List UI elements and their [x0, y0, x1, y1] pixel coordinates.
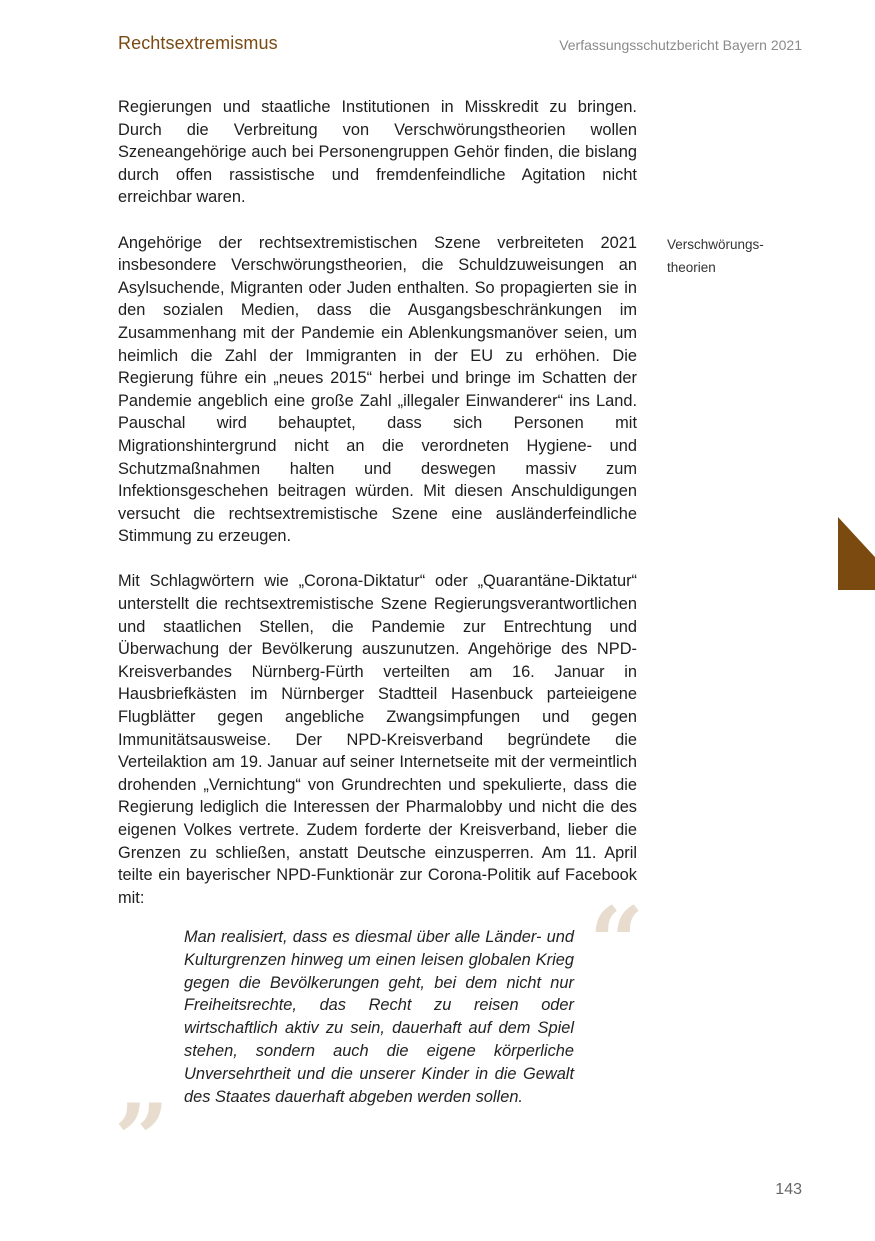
- paragraph-gap: [118, 209, 637, 232]
- page-number: 143: [775, 1181, 802, 1198]
- report-title: Verfassungsschutzbericht Bayern 2021: [559, 37, 802, 53]
- margin-note-line: theorien: [667, 260, 716, 275]
- paragraph-gap: [118, 548, 637, 571]
- paragraph-3: Mit Schlagwörtern wie „Corona-Diktatur“ oder „Quarantäne-Diktatur“ unterstellt die rechtsextremistische Szene Regierungsverantwortlichen und staatlichen Stellen, die Pandemie zur Entrechtung und Überwachung der Bevölkerung auszunutzen. Angehörige des NPD-Kreisverbandes Nürnberg-Fürth verteilten am 16. Januar in Hausbriefkästen im Nürnberger Stadtteil Hasenbuck parteieigene Flugblätter gegen angebliche Zwangsimpfungen und gegen Immunitätsausweise. Der NPD-Kreisverband begründete die Verteilaktion am 19. Januar auf seiner Internetseite mit der vermeintlich drohenden „Vernichtung“ von Grundrechten und spekulierte, dass die Regierung lediglich die Interessen der Pharmalobby und nicht die des eigenen Volkes vertrete. Zudem forderte der Kreisverband, lieber die Grenzen zu schließen, anstatt Deutsche einzusperren. Am 11. April teilte ein bayerischer NPD-Funktionär zur Corona-Politik auf Facebook mit:: [118, 572, 637, 907]
- quote-text: Man realisiert, dass es diesmal über alle Länder- und Kulturgrenzen hinweg um einen leisen globalen Krieg gegen die Bevölkerungen geht, bei dem nicht nur Freiheitsrechte, das Recht zu reisen oder wirtschaftlich aktiv zu sein, dauerhaft auf dem Spiel stehen, sondern auch die eigene körperliche Unversehrtheit und die unserer Kinder in die Gewalt des Staates dauerhaft abgeben werden sollen.: [184, 928, 574, 1106]
- paragraph-2: Angehörige der rechtsextremistischen Szene verbreiteten 2021 insbesondere Verschwörungstheorien, die Schuldzuweisungen an Asylsuchende, Migranten oder Juden enthalten. So propagierten sie in den sozialen Medien, dass die Ausgangsbeschränkungen im Zusammenhang mit der Pandemie ein Ablenkungsmanöver seien, um heimlich die Zahl der Immigranten in der EU zu erhöhen. Die Regierung führe ein „neues 2015“ herbei und bringe im Schatten der Pandemie angeblich eine große Zahl „illegaler Einwanderer“ ins Land. Pauschal wird behauptet, dass sich Personen mit Migrationshintergrund nicht an die verordneten Hygiene- und Schutzmaßnahmen halten und deswegen massiv zum Infektionsgeschehen beitragen würden. Mit diesen Anschuldigungen versucht die rechtsextremistische Szene eine ausländerfeindliche Stimmung zu erzeugen.: [118, 233, 637, 546]
- paragraph-1: Regierungen und staatliche Institutionen in Misskredit zu bringen. Durch die Verbreitung von Verschwörungstheorien wollen Szeneangehörige auch bei Personengruppen Gehör finden, die bislang durch offen rassistische und fremdenfeindliche Agitation nicht erreichbar waren.: [118, 98, 637, 207]
- section-title: Rechtsextremismus: [118, 33, 278, 53]
- open-quote-icon: “: [589, 886, 645, 999]
- blockquote: [184, 926, 574, 1108]
- chapter-tab-marker: [838, 517, 875, 590]
- close-quote-icon: ”: [114, 1083, 170, 1196]
- body-text: [118, 96, 637, 909]
- margin-note: [667, 233, 764, 279]
- margin-note-line: Verschwörungs-: [667, 237, 764, 252]
